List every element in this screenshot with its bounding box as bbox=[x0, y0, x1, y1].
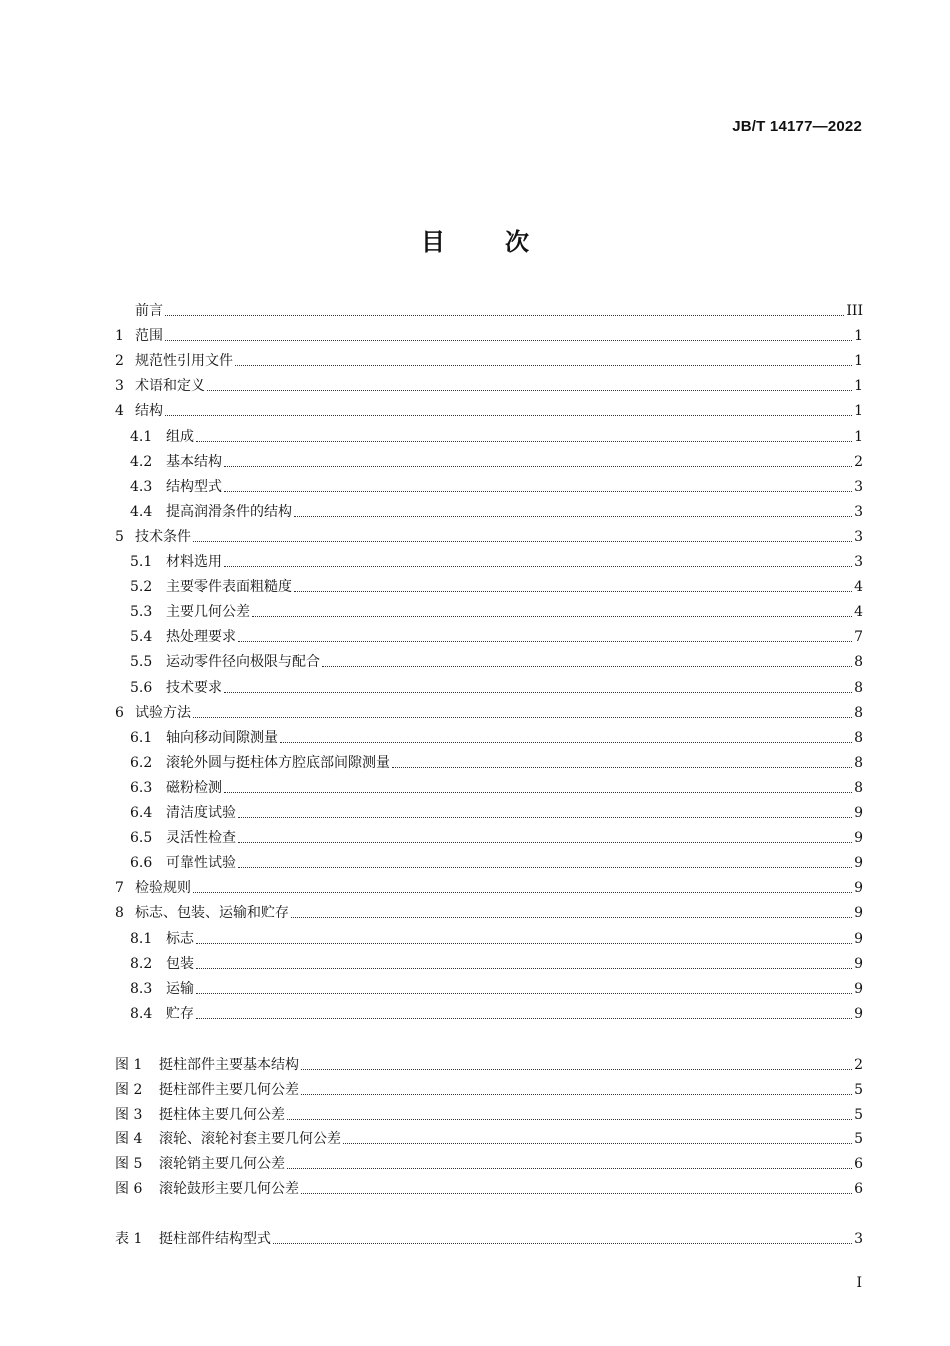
entry-page: 9 bbox=[854, 931, 863, 947]
entry-title: 滚轮、滚轮衬套主要几何公差 bbox=[159, 1131, 341, 1147]
dot-leader bbox=[238, 841, 852, 843]
entry-number: 1 bbox=[115, 328, 124, 344]
dot-leader bbox=[165, 414, 852, 416]
entry-title: 结构 bbox=[135, 403, 163, 419]
entry-page: 3 bbox=[854, 504, 863, 520]
list-item[interactable] bbox=[115, 1126, 863, 1148]
toc-entry[interactable] bbox=[115, 524, 863, 546]
entry-number: 图 1 bbox=[115, 1057, 143, 1073]
entry-number: 8.4 bbox=[130, 1006, 153, 1022]
dot-leader bbox=[301, 1192, 852, 1194]
entry-number: 4.4 bbox=[130, 504, 153, 520]
toc-entry[interactable] bbox=[115, 449, 863, 471]
entry-page: 8 bbox=[854, 680, 863, 696]
entry-page: 4 bbox=[854, 579, 863, 595]
dot-leader bbox=[224, 490, 852, 492]
dot-leader bbox=[291, 916, 852, 918]
entry-page: 3 bbox=[854, 479, 863, 495]
toc-entry[interactable] bbox=[115, 599, 863, 621]
entry-number: 图 3 bbox=[115, 1107, 143, 1123]
entry-page: 6 bbox=[854, 1181, 863, 1197]
entry-title: 滚轮销主要几何公差 bbox=[159, 1156, 285, 1172]
toc-entry[interactable] bbox=[115, 750, 863, 772]
entry-title: 运输 bbox=[166, 981, 194, 997]
entry-title: 检验规则 bbox=[135, 880, 191, 896]
entry-page: 3 bbox=[854, 529, 863, 545]
entry-title: 提高润滑条件的结构 bbox=[166, 504, 292, 520]
entry-title: 主要几何公差 bbox=[166, 604, 250, 620]
entry-number: 6.4 bbox=[130, 805, 153, 821]
page-number: I bbox=[856, 1275, 862, 1291]
entry-title: 结构型式 bbox=[166, 479, 222, 495]
entry-page: 7 bbox=[854, 629, 863, 645]
toc-entry[interactable] bbox=[115, 875, 863, 897]
entry-page: 8 bbox=[854, 780, 863, 796]
entry-title: 磁粉检测 bbox=[166, 780, 222, 796]
entry-title: 前言 bbox=[135, 303, 163, 319]
entry-number: 7 bbox=[115, 880, 124, 896]
entry-title: 热处理要求 bbox=[166, 629, 236, 645]
entry-page: 1 bbox=[854, 378, 863, 394]
entry-number: 8.2 bbox=[130, 956, 153, 972]
toc-entry[interactable] bbox=[115, 926, 863, 948]
entry-page: 6 bbox=[854, 1156, 863, 1172]
dot-leader bbox=[196, 440, 852, 442]
entry-title: 轴向移动间隙测量 bbox=[166, 730, 278, 746]
dot-leader bbox=[287, 1167, 852, 1169]
toc-entry[interactable] bbox=[115, 1001, 863, 1023]
toc-entry[interactable] bbox=[115, 775, 863, 797]
entry-page: 9 bbox=[854, 1006, 863, 1022]
entry-page: 2 bbox=[854, 454, 863, 470]
title-char-1: 目 bbox=[421, 228, 445, 256]
entry-page: 8 bbox=[854, 705, 863, 721]
entry-title: 规范性引用文件 bbox=[135, 353, 233, 369]
entry-number: 4.1 bbox=[130, 429, 153, 445]
entry-page: 8 bbox=[854, 755, 863, 771]
entry-number: 图 2 bbox=[115, 1082, 143, 1098]
entry-title: 技术条件 bbox=[135, 529, 191, 545]
entry-title: 范围 bbox=[135, 328, 163, 344]
entry-page: 8 bbox=[854, 654, 863, 670]
list-item[interactable] bbox=[115, 1176, 863, 1198]
dot-leader bbox=[165, 339, 852, 341]
entry-number: 6 bbox=[115, 705, 124, 721]
dot-leader bbox=[196, 992, 852, 994]
toc-entry[interactable] bbox=[115, 675, 863, 697]
toc-entry[interactable] bbox=[115, 700, 863, 722]
entry-page: 8 bbox=[854, 730, 863, 746]
list-item[interactable] bbox=[115, 1102, 863, 1124]
dot-leader bbox=[235, 364, 852, 366]
toc-entry[interactable] bbox=[115, 474, 863, 496]
entry-number: 5.1 bbox=[130, 554, 153, 570]
dot-leader bbox=[280, 741, 852, 743]
entry-title: 术语和定义 bbox=[135, 378, 205, 394]
entry-page: 9 bbox=[854, 880, 863, 896]
dot-leader bbox=[294, 590, 852, 592]
dot-leader bbox=[207, 389, 852, 391]
dot-leader bbox=[238, 816, 852, 818]
toc-entry[interactable] bbox=[115, 298, 863, 320]
entry-number: 6.3 bbox=[130, 780, 153, 796]
dot-leader bbox=[193, 540, 852, 542]
entry-number: 图 5 bbox=[115, 1156, 143, 1172]
entry-title: 可靠性试验 bbox=[166, 855, 236, 871]
entry-title: 材料选用 bbox=[166, 554, 222, 570]
dot-leader bbox=[196, 1017, 852, 1019]
entry-page: 9 bbox=[854, 805, 863, 821]
dot-leader bbox=[196, 967, 852, 969]
entry-page: 4 bbox=[854, 604, 863, 620]
dot-leader bbox=[287, 1118, 852, 1120]
entry-title: 挺柱部件主要几何公差 bbox=[159, 1082, 299, 1098]
dot-leader bbox=[252, 615, 852, 617]
entry-title: 贮存 bbox=[166, 1006, 194, 1022]
entry-page: 9 bbox=[854, 956, 863, 972]
entry-number: 8 bbox=[115, 905, 124, 921]
toc-entry[interactable] bbox=[115, 850, 863, 872]
entry-page: 5 bbox=[854, 1107, 863, 1123]
dot-leader bbox=[224, 691, 852, 693]
entry-page: 9 bbox=[854, 830, 863, 846]
dot-leader bbox=[165, 314, 844, 316]
entry-number: 5 bbox=[115, 529, 124, 545]
dot-leader bbox=[322, 665, 852, 667]
dot-leader bbox=[238, 866, 852, 868]
dot-leader bbox=[301, 1068, 852, 1070]
entry-page: 1 bbox=[854, 403, 863, 419]
entry-title: 包装 bbox=[166, 956, 194, 972]
entry-title: 挺柱体主要几何公差 bbox=[159, 1107, 285, 1123]
list-item[interactable] bbox=[115, 1052, 863, 1074]
entry-number: 6.6 bbox=[130, 855, 153, 871]
toc-entry[interactable] bbox=[115, 951, 863, 973]
entry-number: 6.1 bbox=[130, 730, 153, 746]
toc-entry[interactable] bbox=[115, 549, 863, 571]
list-item[interactable] bbox=[115, 1226, 863, 1248]
dot-leader bbox=[294, 515, 852, 517]
entry-title: 标志、包装、运输和贮存 bbox=[135, 905, 289, 921]
toc-entry[interactable] bbox=[115, 574, 863, 596]
dot-leader bbox=[392, 766, 852, 768]
entry-number: 8.3 bbox=[130, 981, 153, 997]
toc-entry[interactable] bbox=[115, 398, 863, 420]
toc-entry[interactable] bbox=[115, 800, 863, 822]
entry-title: 滚轮鼓形主要几何公差 bbox=[159, 1181, 299, 1197]
entry-number: 6.5 bbox=[130, 830, 153, 846]
entry-number: 4.2 bbox=[130, 454, 153, 470]
entry-number: 8.1 bbox=[130, 931, 153, 947]
entry-title: 运动零件径向极限与配合 bbox=[166, 654, 320, 670]
list-item[interactable] bbox=[115, 1151, 863, 1173]
dot-leader bbox=[301, 1093, 852, 1095]
dot-leader bbox=[224, 565, 852, 567]
entry-title: 试验方法 bbox=[135, 705, 191, 721]
entry-page: 3 bbox=[854, 1231, 863, 1247]
entry-page: 1 bbox=[854, 429, 863, 445]
entry-number: 5.6 bbox=[130, 680, 153, 696]
entry-title: 基本结构 bbox=[166, 454, 222, 470]
dot-leader bbox=[273, 1242, 852, 1244]
toc-entry[interactable] bbox=[115, 900, 863, 922]
entry-number: 2 bbox=[115, 353, 124, 369]
page-title bbox=[0, 222, 950, 257]
document-number: JB/T 14177—2022 bbox=[732, 118, 862, 135]
entry-page: 9 bbox=[854, 905, 863, 921]
entry-number: 5.5 bbox=[130, 654, 153, 670]
entry-number: 4 bbox=[115, 403, 124, 419]
entry-title: 组成 bbox=[166, 429, 194, 445]
entry-page: 1 bbox=[854, 353, 863, 369]
toc-entry[interactable] bbox=[115, 976, 863, 998]
dot-leader bbox=[224, 465, 852, 467]
toc-entry[interactable] bbox=[115, 323, 863, 345]
entry-page: 9 bbox=[854, 981, 863, 997]
dot-leader bbox=[196, 942, 852, 944]
entry-page: 5 bbox=[854, 1082, 863, 1098]
entry-page: III bbox=[846, 303, 863, 319]
toc-entry[interactable] bbox=[115, 348, 863, 370]
toc-entry[interactable] bbox=[115, 424, 863, 446]
entry-number: 3 bbox=[115, 378, 124, 394]
entry-title: 清洁度试验 bbox=[166, 805, 236, 821]
dot-leader bbox=[238, 640, 852, 642]
entry-page: 5 bbox=[854, 1131, 863, 1147]
entry-title: 滚轮外圆与挺柱体方腔底部间隙测量 bbox=[166, 755, 390, 771]
toc-entry[interactable] bbox=[115, 825, 863, 847]
toc-entry[interactable] bbox=[115, 373, 863, 395]
entry-number: 4.3 bbox=[130, 479, 153, 495]
toc-entry[interactable] bbox=[115, 624, 863, 646]
entry-title: 技术要求 bbox=[166, 680, 222, 696]
entry-title: 标志 bbox=[166, 931, 194, 947]
entry-number: 表 1 bbox=[115, 1231, 143, 1247]
entry-number: 5.4 bbox=[130, 629, 153, 645]
entry-page: 9 bbox=[854, 855, 863, 871]
toc-entry[interactable] bbox=[115, 649, 863, 671]
list-item[interactable] bbox=[115, 1077, 863, 1099]
entry-number: 5.2 bbox=[130, 579, 153, 595]
entry-title: 主要零件表面粗糙度 bbox=[166, 579, 292, 595]
entry-title: 挺柱部件结构型式 bbox=[159, 1231, 271, 1247]
entry-number: 图 6 bbox=[115, 1181, 143, 1197]
entry-number: 6.2 bbox=[130, 755, 153, 771]
dot-leader bbox=[224, 791, 852, 793]
entry-number: 5.3 bbox=[130, 604, 153, 620]
toc-entry[interactable] bbox=[115, 499, 863, 521]
dot-leader bbox=[193, 891, 852, 893]
entry-title: 挺柱部件主要基本结构 bbox=[159, 1057, 299, 1073]
title-char-2: 次 bbox=[505, 228, 529, 256]
entry-page: 1 bbox=[854, 328, 863, 344]
dot-leader bbox=[193, 716, 852, 718]
entry-page: 2 bbox=[854, 1057, 863, 1073]
dot-leader bbox=[343, 1142, 852, 1144]
entry-page: 3 bbox=[854, 554, 863, 570]
entry-title: 灵活性检查 bbox=[166, 830, 236, 846]
entry-number: 图 4 bbox=[115, 1131, 143, 1147]
toc-entry[interactable] bbox=[115, 725, 863, 747]
